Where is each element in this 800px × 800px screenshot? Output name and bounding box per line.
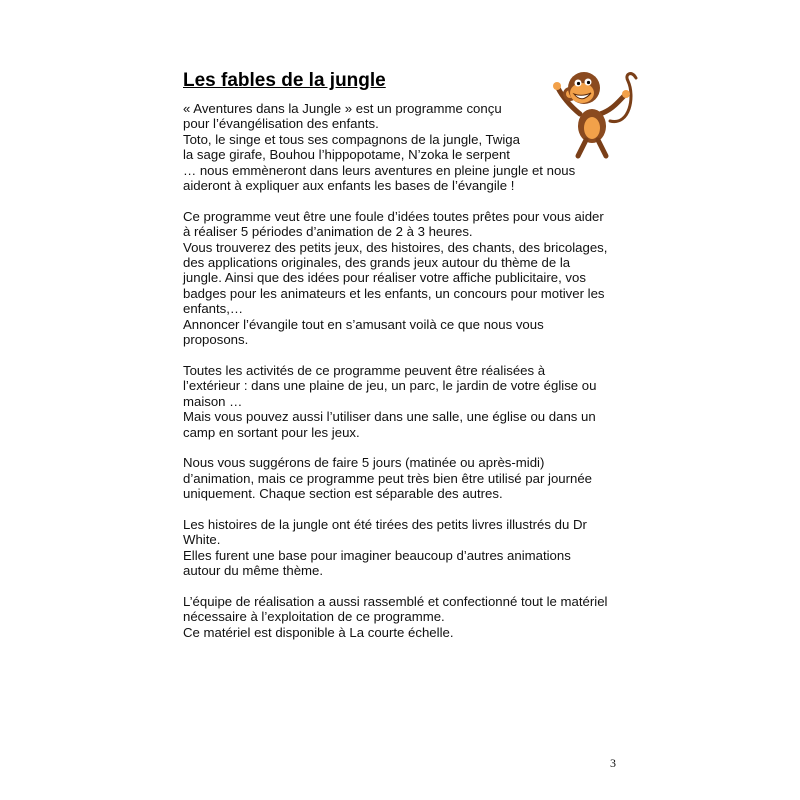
text-line: l’extérieur : dans une plaine de jeu, un parc, le jardin de votre église ou — [183, 378, 597, 394]
paragraph-schedule — [183, 455, 633, 501]
text-line: maison … — [183, 393, 243, 409]
text-line: Annoncer l’évangile tout en s’amusant voilà ce que nous vous — [183, 316, 544, 332]
paragraph-intro — [183, 101, 633, 193]
text-line: Toto, le singe et tous ses compagnons de la jungle, Twiga — [183, 131, 520, 147]
paragraph-program — [183, 209, 633, 348]
text-line: White. — [183, 532, 221, 548]
text-line: autour du même thème. — [183, 563, 324, 579]
text-line: Toutes les activités de ce programme peuvent être réalisées à — [183, 362, 546, 378]
text-line: uniquement. Chaque section est séparable des autres. — [183, 486, 503, 502]
body-text — [183, 101, 633, 656]
text-line: Les histoires de la jungle ont été tirées des petits livres illustrés du Dr — [183, 516, 587, 532]
text-line: Nous vous suggérons de faire 5 jours (matinée ou après-midi) — [183, 455, 545, 471]
page-title: Les fables de la jungle — [183, 70, 386, 91]
text-line: proposons. — [183, 332, 249, 348]
text-line: camp en sortant pour les jeux. — [183, 424, 360, 440]
text-line: badges pour les animateurs et les enfants, un concours pour motiver les — [183, 285, 605, 301]
text-line: enfants,… — [183, 301, 244, 317]
text-line: nécessaire à l’exploitation de ce programme. — [183, 609, 445, 625]
text-line: L’équipe de réalisation a aussi rassemblé et confectionné tout le matériel — [183, 593, 608, 609]
text-line: « Aventures dans la Jungle » est un programme conçu — [183, 101, 502, 116]
text-line: … nous emmèneront dans leurs aventures en pleine jungle et nous — [183, 162, 576, 178]
text-line: des applications originales, des grands jeux autour du thème de la — [183, 255, 571, 271]
text-line: d’animation, mais ce programme peut très bien être utilisé par journée — [183, 470, 593, 486]
paragraph-activities — [183, 363, 633, 440]
text-line: Ce matériel est disponible à La courte échelle. — [183, 624, 454, 640]
paragraph-material — [183, 594, 633, 640]
text-line: Ce programme veut être une foule d’idées toutes prêtes pour vous aider — [183, 208, 604, 224]
paragraph-stories — [183, 517, 633, 579]
text-line: Mais vous pouvez aussi l’utiliser dans une salle, une église ou dans un — [183, 409, 596, 425]
text-line: Vous trouverez des petits jeux, des histoires, des chants, des bricolages, — [183, 239, 608, 255]
text-line: jungle. Ainsi que des idées pour réaliser votre affiche publicitaire, vos — [183, 270, 586, 286]
text-line: à réaliser 5 périodes d’animation de 2 à 3 heures. — [183, 224, 473, 240]
text-line: Elles furent une base pour imaginer beaucoup d’autres animations — [183, 547, 571, 563]
text-line: pour l’évangélisation des enfants. — [183, 116, 379, 132]
text-line: aideront à expliquer aux enfants les bases de l’évangile ! — [183, 178, 515, 194]
text-line: la sage girafe, Bouhou l’hippopotame, N’zoka le serpent — [183, 147, 510, 163]
page-number: 3 — [610, 756, 616, 770]
